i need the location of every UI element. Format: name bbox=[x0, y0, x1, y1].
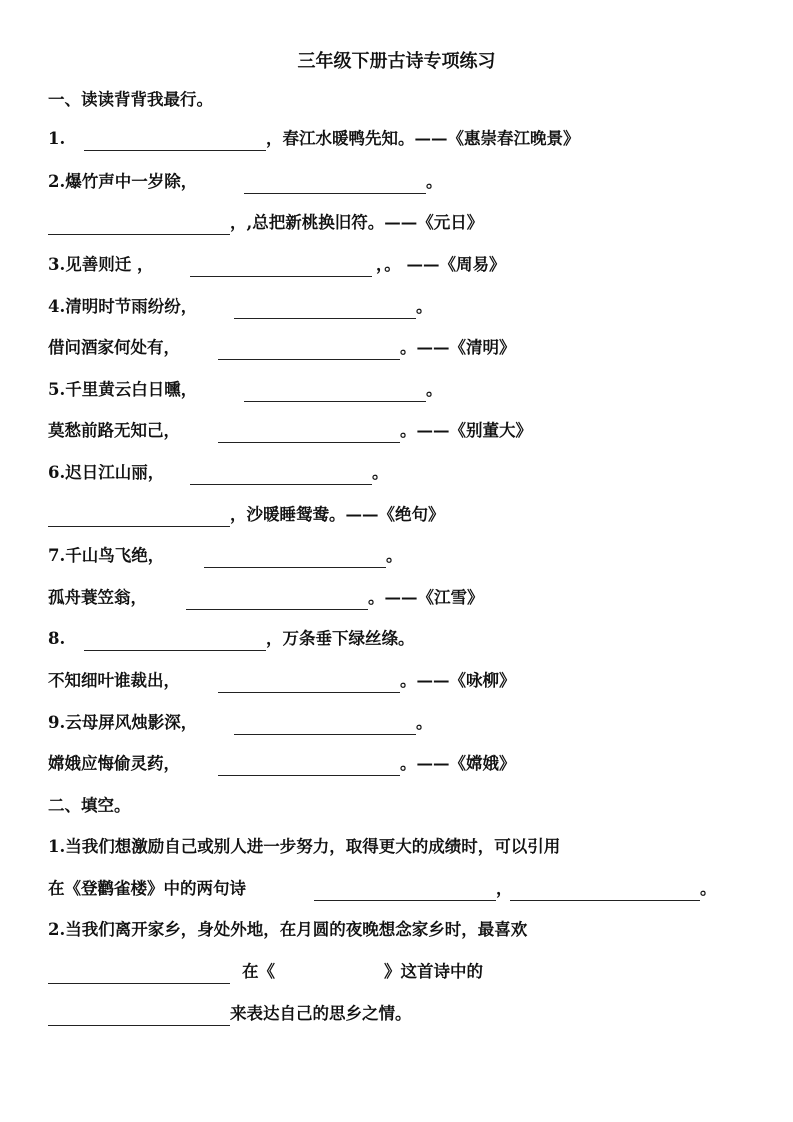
question-1-line-2 bbox=[48, 877, 717, 901]
page-title: 三年级下册古诗专项练习 bbox=[297, 51, 496, 72]
answer-blank[interactable] bbox=[48, 1005, 230, 1026]
line-prefix: 5.千里黄云白日曛， bbox=[48, 380, 198, 399]
poem-line-10 bbox=[48, 503, 445, 527]
question-text: 》这首诗中的 bbox=[384, 962, 483, 981]
poem-line-2 bbox=[48, 170, 443, 194]
line-suffix: 。——《清明》 bbox=[400, 338, 516, 357]
poem-line-3 bbox=[48, 211, 483, 235]
question-text: 2.当我们离开家乡，身处外地，在月圆的夜晚想念家乡时，最喜欢 bbox=[48, 920, 528, 939]
line-prefix: 9.云母屏风烛影深， bbox=[48, 713, 198, 732]
poem-line-1 bbox=[48, 127, 580, 151]
line-suffix: ，,总把新桃换旧符。——《元日》 bbox=[230, 213, 484, 232]
line-prefix: 不知细叶谁裁出， bbox=[48, 671, 180, 690]
line-prefix: 借问酒家何处有， bbox=[48, 338, 180, 357]
line-suffix: 。 bbox=[386, 546, 403, 565]
answer-blank[interactable] bbox=[204, 547, 386, 568]
poem-line-11 bbox=[48, 544, 403, 568]
line-prefix: 莫愁前路无知己， bbox=[48, 421, 180, 440]
answer-blank[interactable] bbox=[48, 506, 230, 527]
answer-blank[interactable] bbox=[510, 880, 700, 901]
line-suffix: 。——《咏柳》 bbox=[400, 671, 516, 690]
line-prefix: 2.爆竹声中一岁除， bbox=[48, 172, 198, 191]
line-prefix: 3.见善则迁 ， bbox=[48, 255, 154, 274]
answer-blank[interactable] bbox=[186, 589, 368, 610]
poem-line-7 bbox=[48, 378, 443, 402]
line-prefix: 7.千山鸟飞绝， bbox=[48, 546, 165, 565]
line-prefix: 1. bbox=[48, 129, 66, 148]
line-prefix: 嫦娥应悔偷灵药， bbox=[48, 754, 180, 773]
poem-line-16 bbox=[48, 752, 516, 776]
answer-blank[interactable] bbox=[244, 173, 426, 194]
answer-blank[interactable] bbox=[84, 630, 266, 651]
question-text: 1.当我们想激励自己或别人进一步努力，取得更大的成绩时，可以引用 bbox=[48, 837, 561, 856]
poem-line-15 bbox=[48, 711, 433, 735]
line-suffix: 。——《嫦娥》 bbox=[400, 754, 516, 773]
line-suffix: ，万条垂下绿丝绦。 bbox=[266, 629, 415, 648]
poem-line-13 bbox=[48, 627, 415, 651]
poem-line-5 bbox=[48, 295, 433, 319]
poem-line-9 bbox=[48, 461, 389, 485]
answer-blank[interactable] bbox=[218, 339, 400, 360]
answer-blank[interactable] bbox=[190, 464, 372, 485]
section2-heading bbox=[48, 794, 131, 818]
line-suffix: 。——《别董大》 bbox=[400, 421, 532, 440]
line-suffix: 。 bbox=[372, 463, 389, 482]
line-suffix: 。 bbox=[426, 380, 443, 399]
question-text: 在《登鹳雀楼》中的两句诗 bbox=[48, 879, 246, 898]
line-prefix: 4.清明时节雨纷纷， bbox=[48, 297, 198, 316]
answer-blank[interactable] bbox=[244, 381, 426, 402]
line-prefix: 8. bbox=[48, 629, 66, 648]
question-2-line-2 bbox=[48, 960, 483, 984]
answer-blank[interactable] bbox=[234, 714, 416, 735]
line-suffix: ，。 ——《周易》 bbox=[376, 255, 506, 274]
poem-line-12 bbox=[48, 586, 484, 610]
poem-line-14 bbox=[48, 669, 516, 693]
answer-blank[interactable] bbox=[48, 963, 230, 984]
line-suffix: 。 bbox=[426, 172, 443, 191]
line-suffix: ，春江水暖鸭先知。——《惠崇春江晚景》 bbox=[266, 129, 580, 148]
section1-heading-text: 一、读读背背我最行。 bbox=[48, 90, 213, 109]
answer-blank[interactable] bbox=[48, 214, 230, 235]
line-suffix: ，沙暖睡鸳鸯。——《绝句》 bbox=[230, 505, 445, 524]
poem-line-6 bbox=[48, 336, 516, 360]
section1-heading bbox=[48, 88, 213, 112]
line-prefix: 6.迟日江山丽， bbox=[48, 463, 165, 482]
line-prefix: 孤舟蓑笠翁， bbox=[48, 588, 147, 607]
answer-blank[interactable] bbox=[218, 672, 400, 693]
poem-line-8 bbox=[48, 419, 532, 443]
question-text: 。 bbox=[700, 879, 717, 898]
answer-blank[interactable] bbox=[190, 256, 372, 277]
answer-blank[interactable] bbox=[218, 755, 400, 776]
section2-heading-text: 二、填空。 bbox=[48, 796, 131, 815]
question-2-line-3 bbox=[48, 1002, 412, 1026]
line-suffix: 。 bbox=[416, 713, 433, 732]
answer-blank[interactable] bbox=[314, 880, 496, 901]
line-suffix: 。 bbox=[416, 297, 433, 316]
line-suffix: 。——《江雪》 bbox=[368, 588, 484, 607]
answer-blank[interactable] bbox=[218, 422, 400, 443]
answer-blank[interactable] bbox=[84, 130, 266, 151]
question-text: 在《 bbox=[242, 962, 275, 981]
answer-blank[interactable] bbox=[234, 298, 416, 319]
question-2-line-1 bbox=[48, 918, 527, 942]
question-text: ， bbox=[496, 879, 513, 898]
question-text: 来表达自己的思乡之情。 bbox=[230, 1004, 412, 1023]
poem-line-4 bbox=[48, 253, 506, 277]
question-1-line-1 bbox=[48, 835, 560, 859]
